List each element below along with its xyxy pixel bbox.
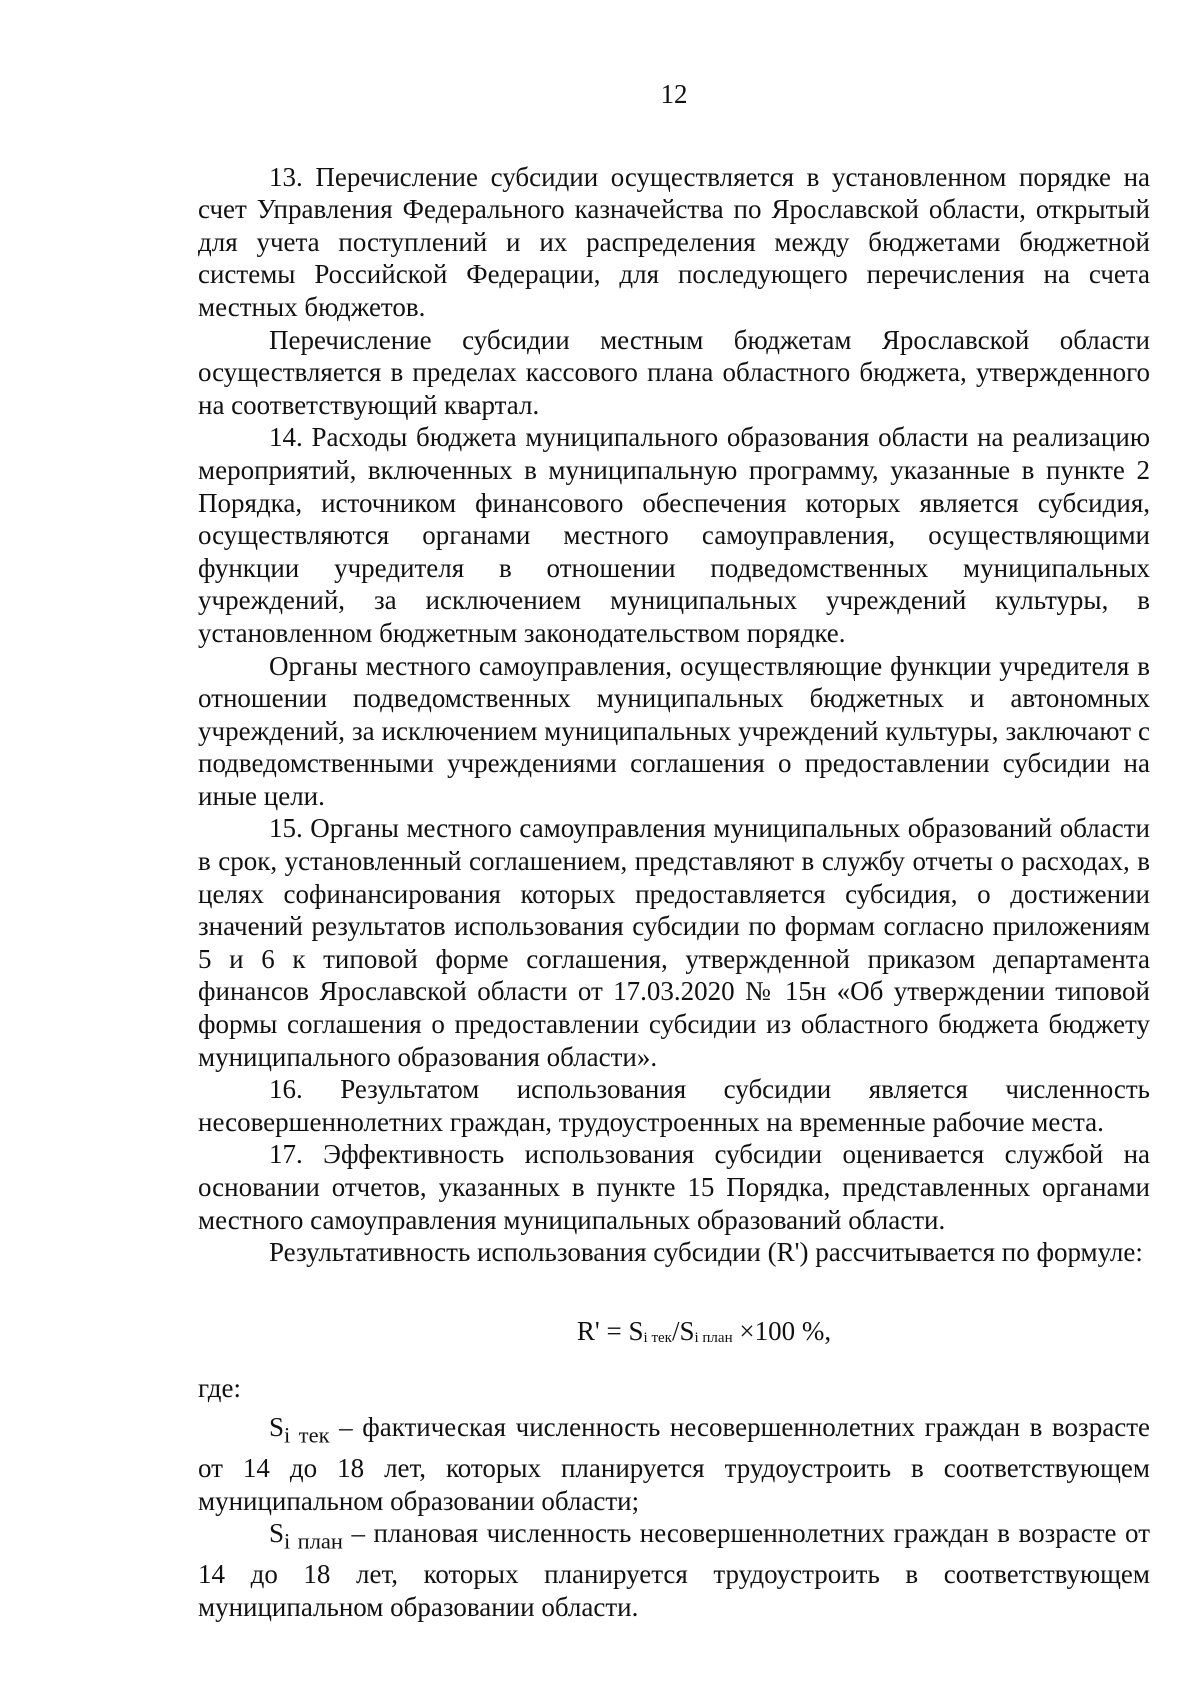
- paragraph-transfer: Перечисление субсидии местным бюджетам Ярославской области осуществляется в пределах кассового плана областного бюджета, утвержденного на соответствующий квартал.: [198, 324, 1150, 420]
- paragraph-17: 17. Эффективность использования субсидии оценивается службой на основании отчетов, указанных в пункте 15 Порядка, представленных органами местного самоуправления муниципальных образований области.: [198, 1139, 1150, 1235]
- formula-sub-plan: i план: [694, 1329, 733, 1346]
- definition-current-symbol: S: [269, 1411, 285, 1442]
- paragraph-16: 16. Результатом использования субсидии является численность несовершеннолетних граждан, трудоустроенных на временные рабочие места.: [198, 1074, 1150, 1137]
- definition-current: [198, 1411, 1150, 1517]
- definition-plan-symbol: S: [269, 1518, 285, 1549]
- paragraph-14: 14. Расходы бюджета муниципального образования области на реализацию мероприятий, включенных в муниципальную программу, указанные в пункте 2 Порядка, источником финансового обеспечения которых является субсидия, осуществляются органами местного самоуправления, осуществляющими функции учредителя в отношении подведомственных муниципальных учреждений, за исключением муниципальных учреждений культуры, в установленном бюджетным законодательством порядке.: [198, 422, 1150, 648]
- definition-current-subscript: i тек: [284, 1422, 330, 1448]
- definition-plan-text: – плановая численность несовершеннолетних граждан в возрасте от 14 до 18 лет, которых планируется трудоустроить в соответствующем муниципальном образовании области.: [198, 1518, 1150, 1622]
- definition-plan: [198, 1517, 1150, 1623]
- formula: [258, 1315, 1150, 1355]
- definition-current-text: – фактическая численность несовершеннолетних граждан в возрасте от 14 до 18 лет, которых планируется трудоустроить в соответствующем муниципальном образовании области;: [198, 1411, 1150, 1516]
- paragraph-effectiveness: Результативность использования субсидии (R') рассчитывается по формуле:: [269, 1237, 1143, 1268]
- paragraph-15: 15. Органы местного самоуправления муниципальных образований области в срок, установленный соглашением, представляют в службу отчеты о расходах, в целях софинансирования которых предоставляется субсидия, о достижении значений результатов использования субсидии по формам согласно приложениям 5 и 6 к типовой форме соглашения, утвержденной приказом департамента финансов Ярославской области от 17.03.2020 № 15н «Об утверждении типовой формы соглашения о предоставлении субсидии из областного бюджета бюджету муниципального образования области».: [198, 813, 1150, 1072]
- paragraph-local-authorities: Органы местного самоуправления, осуществляющие функции учредителя в отношении подведомственных муниципальных бюджетных и автономных учреждений, за исключением муниципальных учреждений культуры, заключают с подведомственными учреждениями соглашения о предоставлении субсидии на иные цели.: [198, 650, 1150, 811]
- formula-mid: /S: [671, 1315, 695, 1346]
- paragraph-13: 13. Перечисление субсидии осуществляется в установленном порядке на счет Управления Федерального казначейства по Ярославской области, открытый для учета поступлений и их распределения между бюджетами бюджетной системы Российской Федерации, для последующего перечисления на счета местных бюджетов.: [198, 161, 1150, 322]
- where-label: где:: [198, 1373, 241, 1404]
- document-page: [198, 78, 1150, 1623]
- page-number: 12: [660, 79, 688, 109]
- formula-rhs: ×100 %,: [732, 1315, 832, 1346]
- formula-lhs: R' = S: [576, 1315, 644, 1346]
- definition-plan-subscript: i план: [284, 1528, 343, 1554]
- formula-sub-current: i тек: [643, 1329, 672, 1346]
